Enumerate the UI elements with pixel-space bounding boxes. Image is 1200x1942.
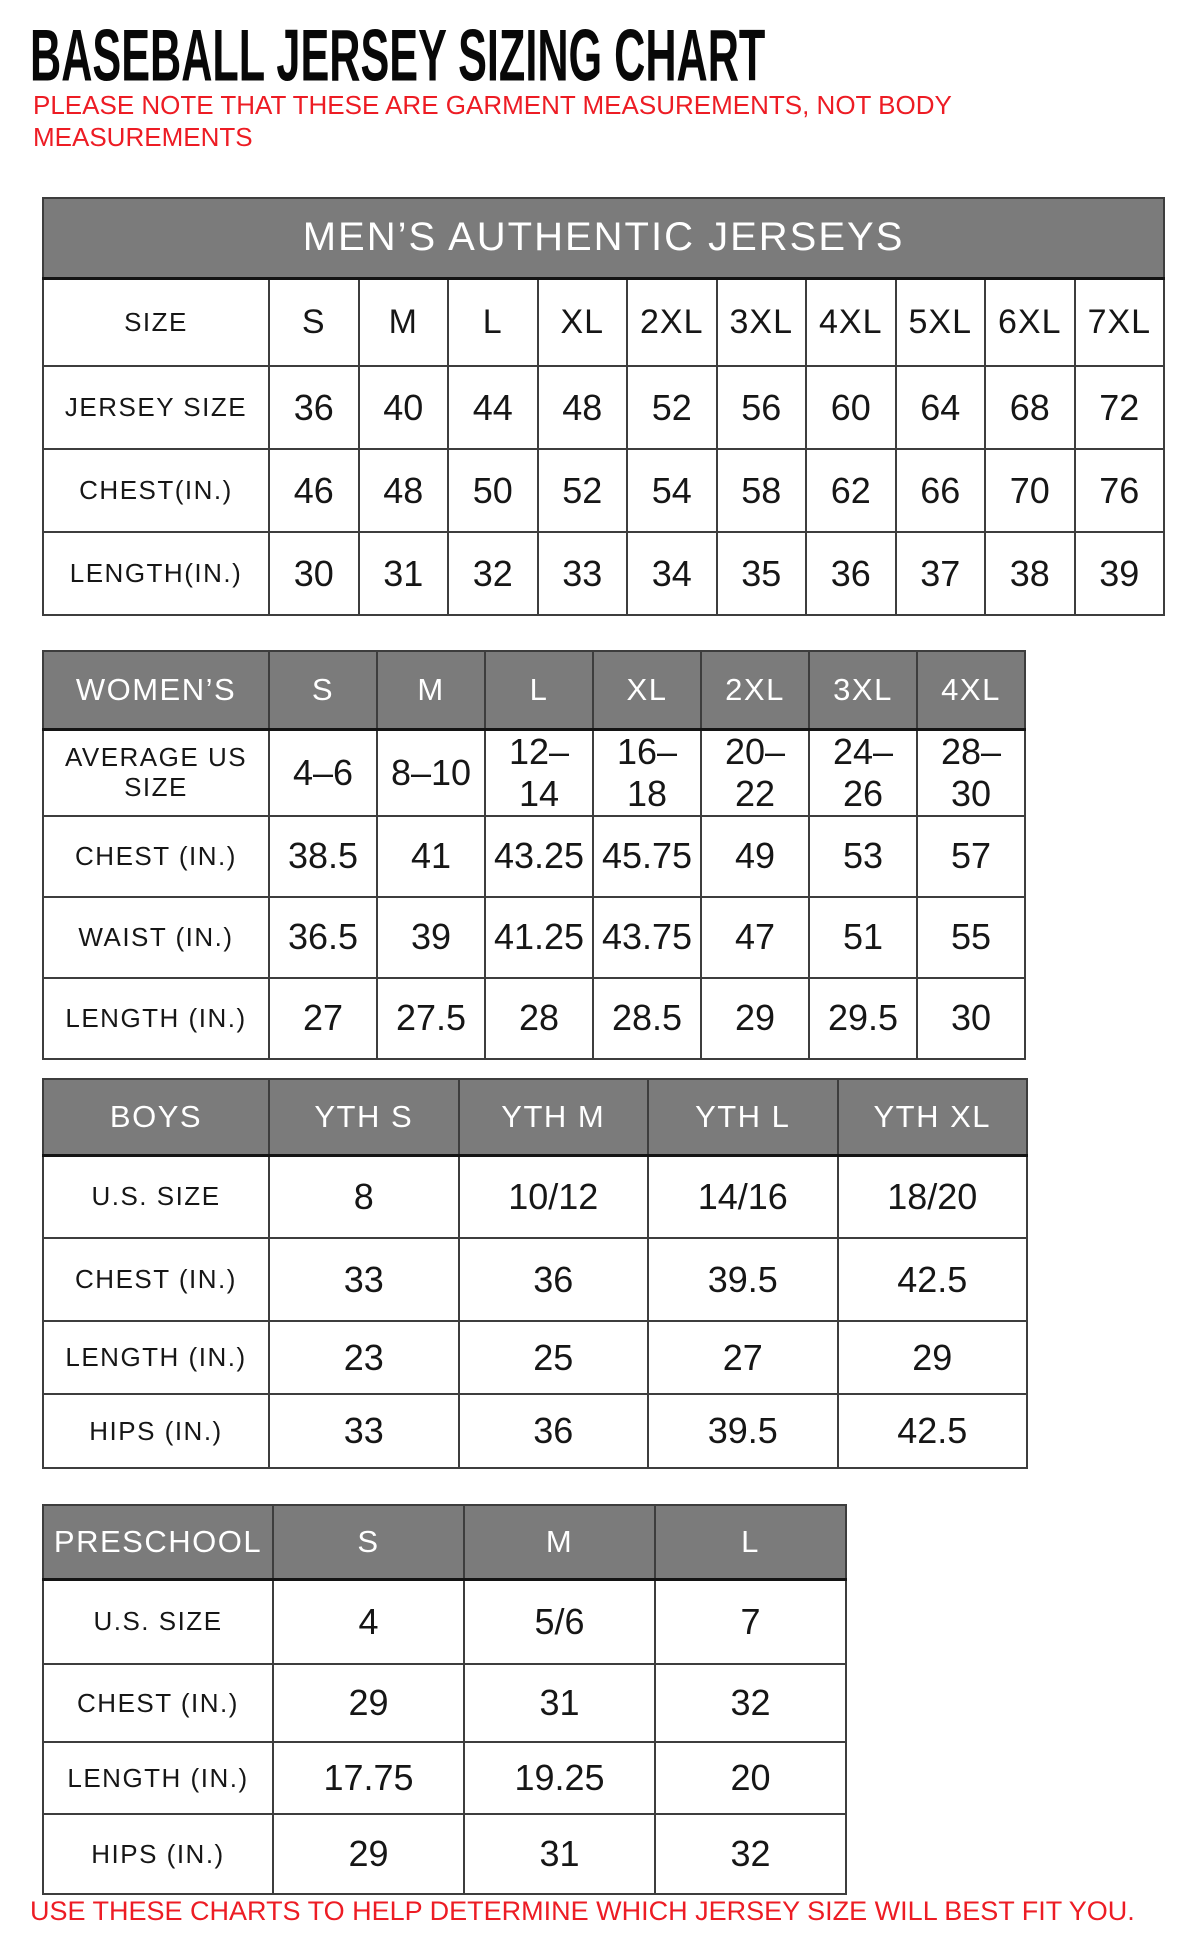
cell-value: 7	[655, 1579, 846, 1664]
column-header: L	[485, 651, 593, 729]
footer-note: USE THESE CHARTS TO HELP DETERMINE WHICH JERSEY SIZE WILL BEST FIT YOU.	[30, 1896, 1135, 1926]
column-header: 3XL	[809, 651, 917, 729]
cell-value: 30	[917, 978, 1025, 1059]
table-row	[43, 1814, 846, 1894]
row-label: U.S. SIZE	[43, 1579, 273, 1664]
cell-value: 35	[717, 532, 807, 615]
row-label: LENGTH (IN.)	[43, 1321, 269, 1394]
cell-value: 29	[273, 1664, 464, 1742]
cell-value: 50	[448, 449, 538, 532]
cell-value: 51	[809, 897, 917, 978]
cell-value: 47	[701, 897, 809, 978]
row-label: HIPS (IN.)	[43, 1814, 273, 1894]
cell-value: 48	[538, 366, 628, 449]
cell-value: 33	[269, 1238, 459, 1321]
cell-value: 27	[269, 978, 377, 1059]
cell-value: 5XL	[896, 278, 986, 366]
row-label: LENGTH (IN.)	[43, 978, 269, 1059]
boys-header-label: BOYS	[43, 1079, 269, 1155]
cell-value: 20–22	[701, 729, 809, 816]
table-row	[43, 366, 1164, 449]
cell-value: 29	[838, 1321, 1028, 1394]
cell-value: 8	[269, 1155, 459, 1238]
cell-value: 66	[896, 449, 986, 532]
cell-value: 36	[806, 532, 896, 615]
row-label: WAIST (IN.)	[43, 897, 269, 978]
column-header: YTH M	[459, 1079, 649, 1155]
row-label: LENGTH(IN.)	[43, 532, 269, 615]
cell-value: S	[269, 278, 359, 366]
cell-value: 37	[896, 532, 986, 615]
table-row	[43, 198, 1164, 278]
row-label: CHEST (IN.)	[43, 1664, 273, 1742]
cell-value: 27	[648, 1321, 838, 1394]
cell-value: 14/16	[648, 1155, 838, 1238]
cell-value: 43.75	[593, 897, 701, 978]
cell-value: 29.5	[809, 978, 917, 1059]
table-row	[43, 816, 1025, 897]
cell-value: 5/6	[464, 1579, 655, 1664]
cell-value: 7XL	[1075, 278, 1165, 366]
cell-value: 60	[806, 366, 896, 449]
column-header: YTH S	[269, 1079, 459, 1155]
cell-value: 72	[1075, 366, 1165, 449]
cell-value: 4	[273, 1579, 464, 1664]
cell-value: 42.5	[838, 1238, 1028, 1321]
cell-value: 41.25	[485, 897, 593, 978]
cell-value: 28.5	[593, 978, 701, 1059]
cell-value: 12–14	[485, 729, 593, 816]
cell-value: 3XL	[717, 278, 807, 366]
cell-value: 31	[359, 532, 449, 615]
cell-value: 10/12	[459, 1155, 649, 1238]
cell-value: 46	[269, 449, 359, 532]
table-row	[43, 1505, 846, 1579]
preschool-header-label: PRESCHOOL	[43, 1505, 273, 1579]
cell-value: 70	[985, 449, 1075, 532]
cell-value: 36	[459, 1238, 649, 1321]
cell-value: 24–26	[809, 729, 917, 816]
cell-value: 17.75	[273, 1742, 464, 1814]
column-header: YTH L	[648, 1079, 838, 1155]
row-label: SIZE	[43, 278, 269, 366]
row-label: JERSEY SIZE	[43, 366, 269, 449]
cell-value: 39	[1075, 532, 1165, 615]
cell-value: 28–30	[917, 729, 1025, 816]
cell-value: 34	[627, 532, 717, 615]
cell-value: 52	[538, 449, 628, 532]
cell-value: 48	[359, 449, 449, 532]
cell-value: 57	[917, 816, 1025, 897]
cell-value: 39.5	[648, 1238, 838, 1321]
row-label: CHEST(IN.)	[43, 449, 269, 532]
cell-value: 6XL	[985, 278, 1075, 366]
table-row	[43, 532, 1164, 615]
page-title: BASEBALL JERSEY SIZING CHART	[30, 15, 766, 97]
preschool-sizing-table	[42, 1504, 847, 1895]
table-row	[43, 978, 1025, 1059]
row-label: AVERAGE US SIZE	[43, 729, 269, 816]
womens-sizing-table	[42, 650, 1026, 1060]
table-row	[43, 1664, 846, 1742]
cell-value: 52	[627, 366, 717, 449]
table-row	[43, 1742, 846, 1814]
mens-banner: MEN’S AUTHENTIC JERSEYS	[43, 198, 1164, 278]
cell-value: 27.5	[377, 978, 485, 1059]
table-row	[43, 1238, 1027, 1321]
garment-measurements-note: PLEASE NOTE THAT THESE ARE GARMENT MEASUREMENTS, NOT BODY MEASUREMENTS	[33, 90, 952, 152]
cell-value: 55	[917, 897, 1025, 978]
table-row	[43, 729, 1025, 816]
row-label: HIPS (IN.)	[43, 1394, 269, 1468]
cell-value: 36.5	[269, 897, 377, 978]
cell-value: 49	[701, 816, 809, 897]
cell-value: 68	[985, 366, 1075, 449]
table-row	[43, 1321, 1027, 1394]
boys-sizing-table	[42, 1078, 1028, 1469]
cell-value: 36	[269, 366, 359, 449]
cell-value: 25	[459, 1321, 649, 1394]
row-label: LENGTH (IN.)	[43, 1742, 273, 1814]
cell-value: 36	[459, 1394, 649, 1468]
column-header: S	[269, 651, 377, 729]
row-label: CHEST (IN.)	[43, 816, 269, 897]
cell-value: 56	[717, 366, 807, 449]
table-row	[43, 1579, 846, 1664]
cell-value: 18/20	[838, 1155, 1028, 1238]
cell-value: 28	[485, 978, 593, 1059]
cell-value: 39	[377, 897, 485, 978]
table-row	[43, 278, 1164, 366]
cell-value: 43.25	[485, 816, 593, 897]
cell-value: 16–18	[593, 729, 701, 816]
womens-header-label: WOMEN’S	[43, 651, 269, 729]
column-header: M	[377, 651, 485, 729]
table-row	[43, 1394, 1027, 1468]
mens-sizing-table	[42, 197, 1165, 616]
cell-value: XL	[538, 278, 628, 366]
cell-value: 32	[448, 532, 538, 615]
cell-value: M	[359, 278, 449, 366]
cell-value: 30	[269, 532, 359, 615]
table-row	[43, 1155, 1027, 1238]
cell-value: 31	[464, 1664, 655, 1742]
cell-value: 2XL	[627, 278, 717, 366]
cell-value: 39.5	[648, 1394, 838, 1468]
column-header: L	[655, 1505, 846, 1579]
cell-value: 4XL	[806, 278, 896, 366]
column-header: 2XL	[701, 651, 809, 729]
cell-value: 20	[655, 1742, 846, 1814]
cell-value: 19.25	[464, 1742, 655, 1814]
cell-value: 62	[806, 449, 896, 532]
cell-value: 29	[273, 1814, 464, 1894]
column-header: YTH XL	[838, 1079, 1028, 1155]
cell-value: 38	[985, 532, 1075, 615]
column-header: XL	[593, 651, 701, 729]
column-header: M	[464, 1505, 655, 1579]
cell-value: 29	[701, 978, 809, 1059]
cell-value: 41	[377, 816, 485, 897]
cell-value: 31	[464, 1814, 655, 1894]
cell-value: 8–10	[377, 729, 485, 816]
cell-value: 54	[627, 449, 717, 532]
cell-value: 76	[1075, 449, 1165, 532]
table-row	[43, 1079, 1027, 1155]
cell-value: 38.5	[269, 816, 377, 897]
cell-value: 23	[269, 1321, 459, 1394]
cell-value: L	[448, 278, 538, 366]
column-header: 4XL	[917, 651, 1025, 729]
table-row	[43, 651, 1025, 729]
column-header: S	[273, 1505, 464, 1579]
cell-value: 32	[655, 1664, 846, 1742]
cell-value: 33	[538, 532, 628, 615]
cell-value: 40	[359, 366, 449, 449]
cell-value: 33	[269, 1394, 459, 1468]
cell-value: 53	[809, 816, 917, 897]
cell-value: 45.75	[593, 816, 701, 897]
row-label: U.S. SIZE	[43, 1155, 269, 1238]
row-label: CHEST (IN.)	[43, 1238, 269, 1321]
table-row	[43, 449, 1164, 532]
cell-value: 64	[896, 366, 986, 449]
table-row	[43, 897, 1025, 978]
cell-value: 58	[717, 449, 807, 532]
cell-value: 42.5	[838, 1394, 1028, 1468]
cell-value: 32	[655, 1814, 846, 1894]
cell-value: 44	[448, 366, 538, 449]
cell-value: 4–6	[269, 729, 377, 816]
